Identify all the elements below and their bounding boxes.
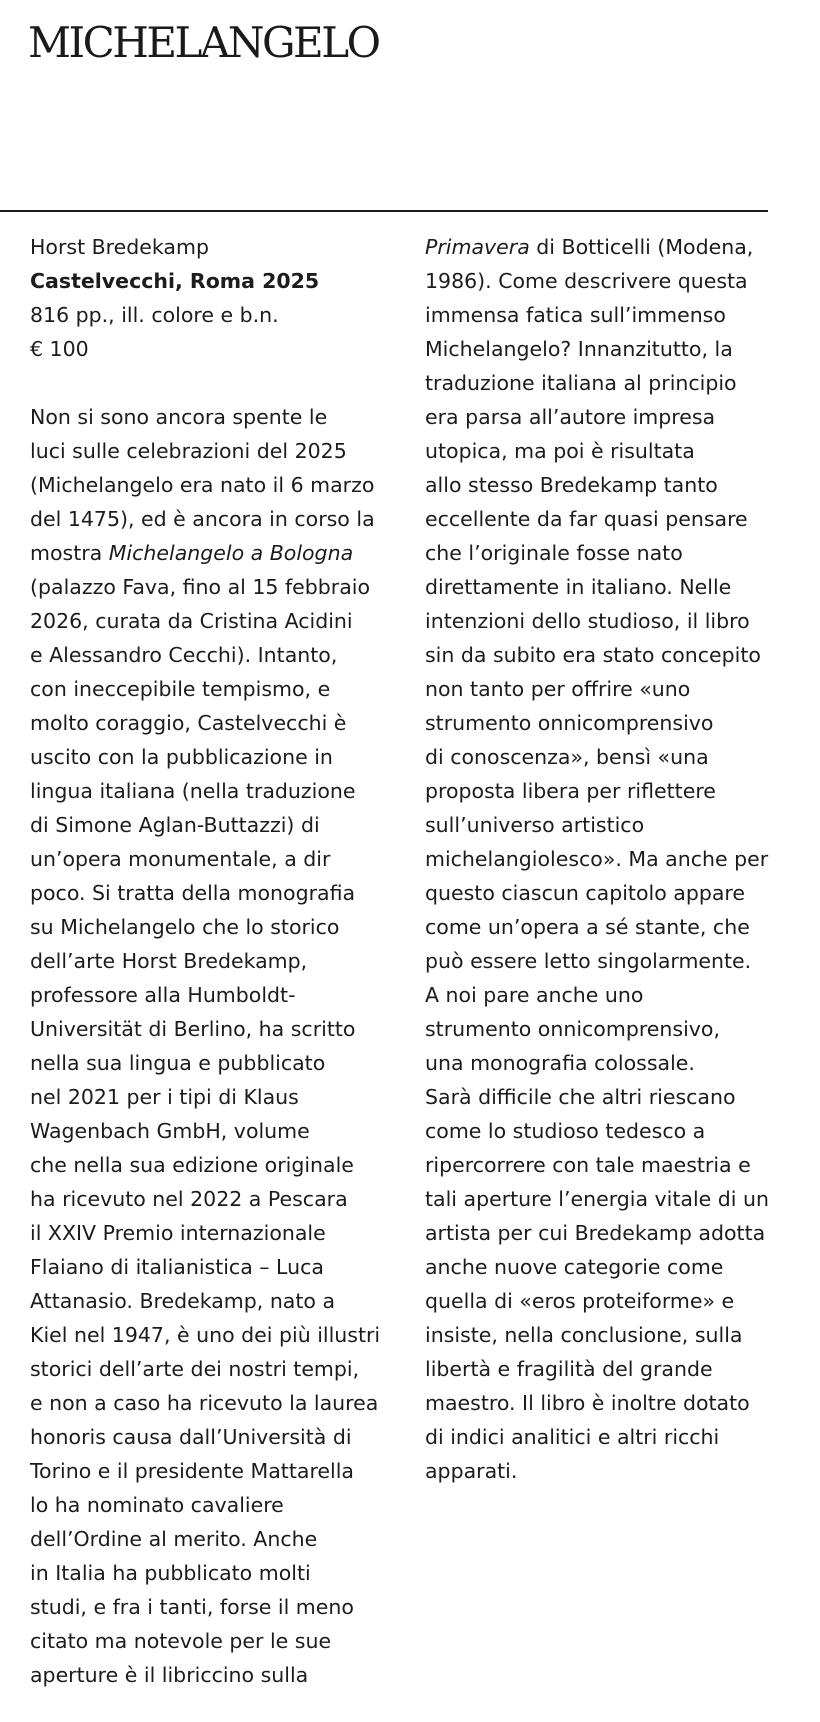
- body-text-line: allo stesso Bredekamp tanto: [425, 473, 718, 497]
- body-text-line: artista per cui Bredekamp adotta: [425, 1221, 766, 1245]
- body-text-line: come lo studioso tedesco a: [425, 1119, 706, 1143]
- body-text-line: libertà e fragilità del grande: [425, 1357, 713, 1381]
- body-text-line: ha ricevuto nel 2022 a Pescara: [30, 1187, 348, 1211]
- paragraph-spacer: [30, 366, 375, 400]
- body-text-line: il XXIV Premio internazionale: [30, 1221, 326, 1245]
- body-text-line: Torino e il presidente Mattarella: [30, 1459, 354, 1483]
- body-text-line: Michelangelo? Innanzitutto, la: [425, 337, 733, 361]
- body-text-line: insiste, nella conclusione, sulla: [425, 1323, 743, 1347]
- body-text-line: poco. Si tratta della monografia: [30, 881, 356, 905]
- book-author: Horst Bredekamp: [30, 235, 209, 259]
- italic-title: Michelangelo a Bologna: [108, 541, 354, 565]
- body-text-line: maestro. Il libro è inoltre dotato: [425, 1391, 750, 1415]
- body-text-line: Kiel nel 1947, è uno dei più illustri: [30, 1323, 381, 1347]
- body-text-line: non tanto per offrire «uno: [425, 677, 691, 701]
- body-text-line: Universität di Berlino, ha scritto: [30, 1017, 356, 1041]
- body-text-line: una monografia colossale.: [425, 1051, 695, 1075]
- body-text-line: (palazzo Fava, fino al 15 febbraio: [30, 575, 371, 599]
- body-text-line: che nella sua edizione originale: [30, 1153, 354, 1177]
- body-text-line: professore alla Humboldt-: [30, 983, 296, 1007]
- body-text-line: direttamente in italiano. Nelle: [425, 575, 732, 599]
- body-text-line: quella di «eros proteiforme» e: [425, 1289, 735, 1313]
- body-text-line: luci sulle celebrazioni del 2025: [30, 439, 347, 463]
- right-column: [425, 230, 805, 1488]
- body-text-line: di conoscenza», bensì «una: [425, 745, 709, 769]
- body-text-line: che l’originale fosse nato: [425, 541, 683, 565]
- body-text-line: [30, 536, 375, 570]
- body-text-line: [425, 230, 805, 264]
- body-text-line: Sarà difficile che altri riescano: [425, 1085, 736, 1109]
- body-text-line: A noi pare anche uno: [425, 983, 644, 1007]
- body-text-line: questo ciascun capitolo appare: [425, 881, 745, 905]
- body-text-line: traduzione italiana al principio: [425, 371, 737, 395]
- body-text-line: intenzioni dello studioso, il libro: [425, 609, 750, 633]
- body-text-line: lo ha nominato cavaliere: [30, 1493, 284, 1517]
- body-text-line: Non si sono ancora spente le: [30, 405, 328, 429]
- body-text-line: dell’arte Horst Bredekamp,: [30, 949, 308, 973]
- body-text-line: Flaiano di italianistica – Luca: [30, 1255, 324, 1279]
- body-text-line: honoris causa dall’Università di: [30, 1425, 352, 1449]
- body-text-line: come un’opera a sé stante, che: [425, 915, 750, 939]
- body-text-line: (Michelangelo era nato il 6 marzo: [30, 473, 375, 497]
- body-text-line: ripercorrere con tale maestria e: [425, 1153, 751, 1177]
- body-text-line: nella sua lingua e pubblicato: [30, 1051, 326, 1075]
- body-text-line: sin da subito era stato concepito: [425, 643, 761, 667]
- body-text-line: storici dell’arte dei nostri tempi,: [30, 1357, 360, 1381]
- body-text-line: 1986). Come descrivere questa: [425, 269, 748, 293]
- body-text-line: dell’Ordine al merito. Anche: [30, 1527, 318, 1551]
- body-text-line: apparati.: [425, 1459, 518, 1483]
- body-text-line: sull’universo artistico: [425, 813, 645, 837]
- body-text-line: in Italia ha pubblicato molti: [30, 1561, 311, 1585]
- italic-title: Primavera: [425, 235, 530, 259]
- body-text-line: con ineccepibile tempismo, e: [30, 677, 331, 701]
- body-text-line: un’opera monumentale, a dir: [30, 847, 331, 871]
- body-text-line: studi, e fra i tanti, forse il meno: [30, 1595, 354, 1619]
- body-text-line: proposta libera per riflettere: [425, 779, 716, 803]
- book-pages: 816 pp., ill. colore e b.n.: [30, 303, 279, 327]
- body-text-line: di Simone Aglan-Buttazzi) di: [30, 813, 320, 837]
- body-text-line: molto coraggio, Castelvecchi è: [30, 711, 347, 735]
- body-text-line: e non a caso ha ricevuto la laurea: [30, 1391, 379, 1415]
- body-text-line: strumento onnicomprensivo: [425, 711, 714, 735]
- left-body-text: [30, 400, 381, 1692]
- body-text-line: citato ma notevole per le sue: [30, 1629, 332, 1653]
- body-text-line: e Alessandro Cecchi). Intanto,: [30, 643, 338, 667]
- body-text-line: strumento onnicomprensivo,: [425, 1017, 720, 1041]
- body-text-line: utopica, ma poi è risultata: [425, 439, 695, 463]
- body-text-line: aperture è il libriccino sulla: [30, 1663, 309, 1687]
- body-text-line: eccellente da far quasi pensare: [425, 507, 748, 531]
- text-segment: di Botticelli (Modena,: [529, 235, 754, 259]
- body-text-line: uscito con la pubblicazione in: [30, 745, 333, 769]
- book-publisher: Castelvecchi, Roma 2025: [30, 269, 320, 293]
- left-column: [30, 230, 381, 1692]
- body-text-line: lingua italiana (nella traduzione: [30, 779, 356, 803]
- body-text-line: Wagenbach GmbH, volume: [30, 1119, 310, 1143]
- body-text-line: 2026, curata da Cristina Acidini: [30, 609, 353, 633]
- body-text-line: può essere letto singolarmente.: [425, 949, 752, 973]
- body-text-line: Attanasio. Bredekamp, nato a: [30, 1289, 336, 1313]
- right-body-text: [425, 230, 805, 1488]
- body-text-line: immensa fatica sull’immenso: [425, 303, 726, 327]
- body-text-line: su Michelangelo che lo storico: [30, 915, 340, 939]
- body-text-line: del 1475), ed è ancora in corso la: [30, 507, 375, 531]
- text-segment: mostra: [30, 541, 109, 565]
- body-text-line: michelangiolesco». Ma anche per: [425, 847, 769, 871]
- body-text-line: tali aperture l’energia vitale di un: [425, 1187, 770, 1211]
- page-title: MICHELANGELO: [28, 18, 379, 67]
- title-divider: [0, 210, 768, 212]
- book-price: € 100: [30, 337, 89, 361]
- body-text-line: anche nuove categorie come: [425, 1255, 724, 1279]
- body-text-line: era parsa all’autore impresa: [425, 405, 716, 429]
- body-text-line: di indici analitici e altri ricchi: [425, 1425, 720, 1449]
- body-text-line: nel 2021 per i tipi di Klaus: [30, 1085, 299, 1109]
